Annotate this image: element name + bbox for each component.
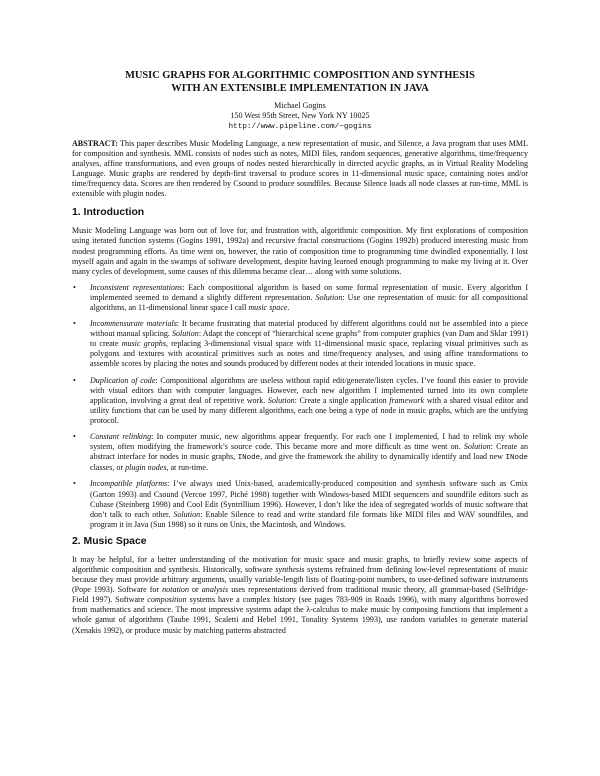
bullet-text: : Create a single application [294,395,390,405]
solution-label: Solution [173,509,201,519]
list-item [72,479,528,529]
author-block [72,101,528,132]
paragraph-text: It may be helpful, for a better understanding of the motivation for music space and music graphs, to briefly review some aspects of algorithmic composition and synthesis. Historically, software [72,554,528,574]
bullet-icon: • [73,319,76,329]
bullet-text: , at run-time. [166,463,209,473]
bullet-text: : Each compositional algorithm is based on some formal representation of music. Every algorithm I implemented seemed to demand a slightly different representation. [90,282,528,302]
bullet-emphasis: music space [248,303,288,313]
list-item [72,283,528,313]
paragraph-emphasis: analysis [201,585,229,595]
bullet-text: : It became frustrating that material produced by different algorithms could not be assembled into a piece without manual splicing. [90,319,528,339]
bullet-icon: • [73,375,76,385]
bullet-emphasis: music graphs [121,339,166,349]
list-item [72,432,528,473]
bullet-term: Duplication of code [90,375,156,385]
solution-label: Solution [315,292,343,302]
bullet-text: : In computer music, new algorithms appear frequently. For each one I implemented, I had to relink my whole system, often modifying the framework’s source code. This became more and more difficult as time went on. [90,432,528,452]
intro-paragraph: Music Modeling Language was born out of love for, and frustration with, algorithmic composition. My first explorations of composition using iterated function systems (Gogins 1991, 1992a) and recursive fractal constructions (Gogins 1992b) produced interesting music from modest programming efforts. As time went on, however, the ratio of composition time to programming time dwindled exponentially. I lost myself again and again in the swamps of software development, despite having learned enough programming to make my living at it. Over many cycles of development, some causes of this dilemma became clear… along with some solutions. [72,226,528,276]
section-2-heading: 2. Music Space [72,535,147,547]
code-inode: INode [505,454,528,463]
abstract [72,139,528,200]
author-url[interactable]: http://www.pipeline.com/~gogins [228,122,372,131]
music-space-paragraph [72,555,528,636]
paper-title [72,70,528,95]
bullet-term: Incommensurate materials [90,319,177,329]
paragraph-text: systems refrained from defining low-level representations of music because they must provide arbitrary arguments, usually variable-length lists of floating-point numbers, to user-defined software instruments (Pope 1993). Software for [72,564,528,595]
bullet-text: classes, or [90,463,126,473]
solution-label: Solution [267,395,295,405]
author-address: 150 West 95th Street, New York NY 10025 [230,111,370,121]
title-line-2: WITH AN EXTENSIBLE IMPLEMENTATION IN JAVA [171,82,429,94]
bullet-emphasis: framework [389,395,425,405]
bullet-term: Inconsistent representations [90,282,183,292]
list-item [72,376,528,426]
bullet-term: Constant relinking [90,432,152,442]
solution-label: Solution [463,442,491,452]
bullet-text: : Enable Silence to read and write standard file formats like MIDI files and WAV soundfiles, and program it in Java (Sun 1998) so it runs on Unix, the Macintosh, and Windows. [90,509,528,529]
bullet-text: : Create an abstract interface for nodes in music graphs, [90,442,528,462]
bullet-icon: • [73,432,76,442]
paragraph-emphasis: synthesis [275,564,305,574]
problem-list [72,283,528,530]
bullet-text: : Adapt the concept of “hierarchical scene graphs” from computer graphics (van Dam and Sklar 1991) to create [90,329,528,349]
bullet-icon: • [73,479,76,489]
bullet-text: with a shared visual editor and utility functions that can be used by many different algorithms, each one being a type of node in music graphs, which are the unifying protocol. [90,395,528,425]
bullet-term: Incompatible platforms [90,479,168,489]
bullet-text: : I’ve always used Unix-based, academically-produced composition and synthesis software such as Cmix (Garton 1993) and Csound (Vercoe 1997, Piché 1998) together with Windows-based MIDI sequencers and soundfile editors such as Cubase (Steinberg 1998) and Cool Edit (Syntrillium 1996). However, I don’t like the idea of segregated worlds of music software that don’t talk to each other. [90,479,528,519]
bullet-text: , and give the framework the ability to dynamically identify and load new [260,452,506,462]
paragraph-text: or [188,585,202,595]
bullet-text: : Use one representation of music for all compositional algorithms, an 11-dimensional linear space I call [90,292,529,313]
bullet-text: : Compositional algorithms are useless without rapid edit/generate/listen cycles. I’ve found this easier to provide with visual editors than with computer languages. However, each new algorithm I implemented turned into its own complete application, involving a great deal of repetitive work. [90,375,528,405]
abstract-label: ABSTRACT: [72,138,118,148]
section-1-heading: 1. Introduction [72,207,145,219]
list-item [72,319,528,369]
paragraph-emphasis: composition [147,595,187,605]
paragraph-text: systems have a complex history (see pages 783-909 in Roads 1996), with many algorithms borrowed from mathematics and science. The most impressive systems adapt the λ-calculus to make music by composing functions that implement a whole gamut of algorithms (Taube 1991, Scaletti and Hebel 1991, Tonality Systems 1993), use random variables to generate material (Xenakis 1992), or produce music by matching patterns abstracted [72,595,528,635]
code-inode: INode [237,454,261,463]
bullet-text: . [287,303,290,313]
bullet-icon: • [73,282,76,292]
paragraph-text: uses representations derived from traditional music theory, all grammar-based (Selfridge-Field 1997). Software [72,585,528,605]
bullet-emphasis: plugin nodes [125,463,167,473]
title-line-1: MUSIC GRAPHS FOR ALGORITHMIC COMPOSITION AND SYNTHESIS [125,70,475,81]
bullet-text: , replacing 3-dimensional visual space with 11-dimensional music space, replacing visual primitives such as polygons and textures with acoustical primitives such as notes and time/frequency analyses, and using affine transformations to assemble scores by placing the notes and sounds produced by different nodes at their intended locations in music space. [90,339,528,369]
solution-label: Solution [172,329,199,339]
paragraph-emphasis: notation [162,585,189,595]
abstract-text: This paper describes Music Modeling Language, a new representation of music, and Silence, a Java program that uses MML for composition and synthesis. MML consists of nodes such as notes, MIDI files, random sequences, generative algorithms, time/frequency analyses, affine transformations, and even groups of nodes nested hierarchically in directed acyclic graphs, as in Virtual Reality Modeling Language. Music graphs are rendered by depth-first traversal to produce scores in 11-dimensional music space, containing notes and/or time/frequency data. Scores are then rendered by Csound to produce soundfiles. Because Silence loads all node classes at run-time, MML is extensible with plugin nodes. [72,138,528,199]
author-name: Michael Gogins [274,101,326,111]
